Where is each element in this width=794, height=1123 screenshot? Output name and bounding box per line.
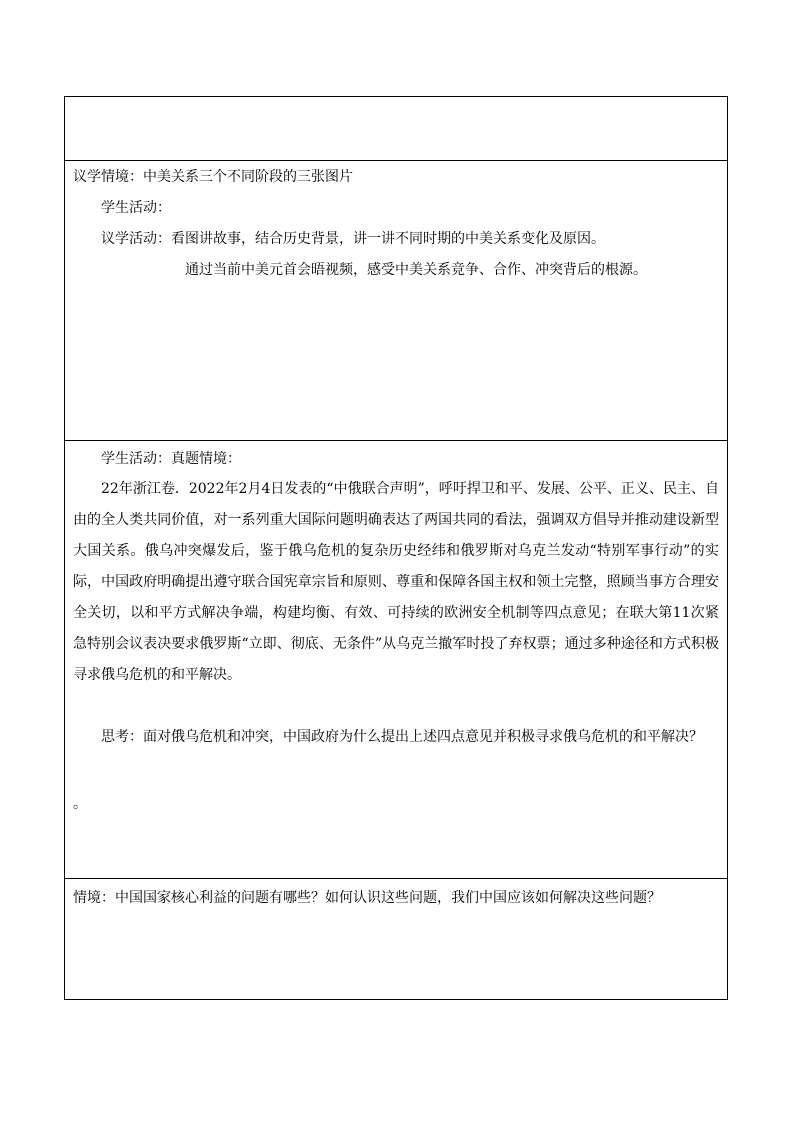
exam-case-body: 22年浙江卷．2022年2月4日发表的“中俄联合声明”，呼吁捍卫和平、发展、公平、正义、民主、自由的全人类共同价值，对一系列重大国际问题明确表达了两国共同的看法，强调双方倡导并推动建设新型大国关系。俄乌冲突爆发后，鉴于俄乌危机的复杂历史经纬和俄罗斯对乌克兰发动“特别军事行动”的实际，中国政府明确提出遵守联合国宪章宗旨和原则、尊重和保障各国主权和领土完整，照顾当事方合理安全关切，以和平方式解决争端，构建均衡、有效、可持续的欧洲安全机制等四点意见；在联大第11次紧急特别会议表决要求俄罗斯“立即、彻底、无条件”从乌克兰撤军时投了弃权票；通过多种途径和方式积极寻求俄乌危机的和平解决。 <box>73 481 719 683</box>
table-row-core-interests <box>65 878 727 999</box>
table-row-exam-case <box>65 440 727 878</box>
scenario-text: 议学情境：中美关系三个不同阶段的三张图片 <box>73 169 353 185</box>
trailing-mark: 。 <box>73 796 87 812</box>
table-row-empty <box>65 97 727 160</box>
table-row-scenario <box>65 160 727 440</box>
thinking-question: 思考：面对俄乌危机和冲突，中国政府为什么提出上述四点意见并积极寻求俄乌危机的和平解决？ <box>101 729 703 745</box>
student-activity-label: 学生活动： <box>101 200 171 216</box>
discussion-activity-text: 议学活动：看图讲故事，结合历史背景，讲一讲不同时期的中美关系变化及原因。 <box>101 231 605 247</box>
exam-case-heading: 学生活动：真题情境： <box>101 451 241 467</box>
lesson-table <box>64 96 728 1000</box>
core-interests-scenario: 情境：中国国家核心利益的问题有哪些？如何认识这些问题，我们中国应该如何解决这些问题？ <box>73 890 661 906</box>
discussion-activity-text-2: 通过当前中美元首会晤视频，感受中美关系竞争、合作、冲突背后的根源。 <box>185 262 647 278</box>
